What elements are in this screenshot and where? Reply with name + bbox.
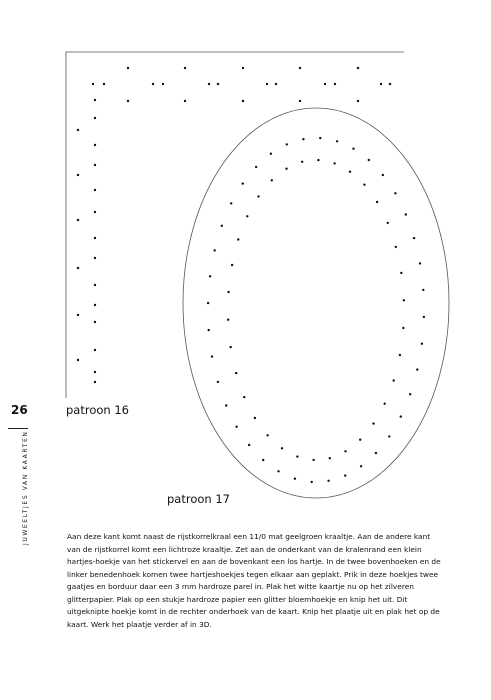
- pattern-17-dot: [270, 153, 272, 155]
- pattern-17-dot: [419, 262, 421, 264]
- pattern-17-dot: [409, 393, 411, 395]
- pattern-17-dot: [394, 192, 396, 194]
- pattern-16-dot: [94, 189, 96, 191]
- pattern-17-dot: [400, 415, 402, 417]
- pattern-16-dots: [77, 67, 391, 383]
- pattern-16-dot: [103, 83, 105, 85]
- instructions-paragraph: Aan deze kant komt naast de rijstkorrelkraal een 11/0 mat geelgroen kraaltje. Aan de andere kant van de rijstkorrel komt een lichtroze kraaltje. Zet aan de onderkant van de kralenrand een klein hartjes-hoekje van het stickervel en aan de bovenkant een los hartje. In de twee bovenhoeken en de linker benedenhoek komen twee hartjeshoekjes tegen elkaar aan geplakt. Prik in deze hoekjes twee gaatjes en borduur daar een 3 mm hardroze parel in. Plak het witte kaartje nu op het zilveren glitterpapier. Plak op een stukje hardroze papier een glitter bloemhoekje en knip het uit. Dit uitgeknipte hoekje komt in de rechter onderhoek van de kaart. Knip het plaatje uit en plak het op de kaart. Werk het plaatje verder af in 3D.: [67, 532, 441, 629]
- pattern-16-dot: [77, 314, 79, 316]
- pattern-16-dot: [334, 83, 336, 85]
- pattern-17-dot: [207, 302, 209, 304]
- pattern-16-dot: [94, 321, 96, 323]
- pattern-17-dot: [255, 166, 257, 168]
- pattern-17-dot: [217, 381, 219, 383]
- pattern-17-dot: [388, 435, 390, 437]
- pattern-17-dot: [363, 184, 365, 186]
- pattern-16-dot: [242, 67, 244, 69]
- pattern-17-dot: [246, 215, 248, 217]
- pattern-16-dot: [77, 267, 79, 269]
- pattern-17-dot: [281, 447, 283, 449]
- pattern-17-dot: [376, 201, 378, 203]
- pattern-16-dot: [92, 83, 94, 85]
- pattern-16-dot: [242, 100, 244, 102]
- pattern-16-dot: [275, 83, 277, 85]
- pattern-17-dot: [349, 171, 351, 173]
- pattern-17-dot: [344, 450, 346, 452]
- pattern-17-dot: [402, 327, 404, 329]
- pattern-17-dot: [209, 275, 211, 277]
- pattern-17-dot: [393, 379, 395, 381]
- pattern-17-dot: [302, 138, 304, 140]
- pattern-16-label: patroon 16: [66, 403, 129, 417]
- pattern-17-dot: [271, 179, 273, 181]
- pattern-16-dot: [266, 83, 268, 85]
- pattern-17-dot: [285, 168, 287, 170]
- pattern-17-dot: [413, 237, 415, 239]
- pattern-16-dot: [94, 237, 96, 239]
- pattern-17-dot: [329, 457, 331, 459]
- pattern-17-dot: [395, 246, 397, 248]
- pattern-17-dot: [312, 459, 314, 461]
- pattern-17-dot: [211, 355, 213, 357]
- pattern-16-dot: [94, 117, 96, 119]
- pattern-16-dot: [217, 83, 219, 85]
- pattern-16-dot: [324, 83, 326, 85]
- pattern-16-dot: [94, 371, 96, 373]
- pattern-17-dot: [382, 174, 384, 176]
- pattern-17-diagram: [183, 108, 449, 498]
- pattern-16-dot: [77, 129, 79, 131]
- pattern-16-dot: [127, 67, 129, 69]
- pattern-16-dot: [94, 164, 96, 166]
- pattern-16-dot: [299, 67, 301, 69]
- pattern-17-dot: [359, 439, 361, 441]
- page-number: 26: [11, 403, 28, 417]
- pattern-16-dot: [184, 100, 186, 102]
- pattern-17-dot: [422, 289, 424, 291]
- pattern-17-dot: [405, 213, 407, 215]
- pattern-16-dot: [127, 100, 129, 102]
- pattern-17-dot: [375, 452, 377, 454]
- pattern-17-oval-line: [183, 108, 449, 498]
- pattern-16-dot: [94, 144, 96, 146]
- pattern-17-dot: [225, 404, 227, 406]
- pattern-17-dot: [248, 444, 250, 446]
- pattern-17-dot: [416, 368, 418, 370]
- pattern-17-dot: [230, 346, 232, 348]
- pattern-17-dot: [221, 225, 223, 227]
- pattern-16-corner-line: [66, 52, 404, 398]
- pattern-16-dot: [208, 83, 210, 85]
- pattern-17-dot: [421, 343, 423, 345]
- pattern-16-dot: [94, 284, 96, 286]
- pattern-17-dot: [237, 238, 239, 240]
- pattern-16-dot: [152, 83, 154, 85]
- pattern-17-dot: [301, 161, 303, 163]
- pattern-17-dot: [319, 137, 321, 139]
- pattern-16-dot: [380, 83, 382, 85]
- pattern-17-dot: [360, 465, 362, 467]
- pattern-17-dot: [262, 459, 264, 461]
- pattern-17-dot: [230, 202, 232, 204]
- pattern-17-dot: [235, 372, 237, 374]
- pattern-17-dot: [214, 249, 216, 251]
- pattern-17-dot: [311, 481, 313, 483]
- pattern-16-diagram: [66, 52, 404, 398]
- pattern-16-dot: [94, 99, 96, 101]
- running-title: JUWEELTJES VAN KAARTEN: [22, 430, 29, 545]
- pattern-16-dot: [94, 304, 96, 306]
- pattern-17-dot: [336, 140, 338, 142]
- pattern-17-dot: [231, 264, 233, 266]
- pattern-16-dot: [299, 100, 301, 102]
- pattern-16-dot: [162, 83, 164, 85]
- pattern-16-dot: [184, 67, 186, 69]
- pattern-17-dot: [327, 480, 329, 482]
- pattern-16-dot: [389, 83, 391, 85]
- pattern-17-dot: [266, 434, 268, 436]
- pattern-17-dot: [344, 474, 346, 476]
- pattern-17-dot: [400, 272, 402, 274]
- pattern-17-dot: [372, 422, 374, 424]
- pattern-16-dot: [357, 100, 359, 102]
- pattern-16-dot: [77, 219, 79, 221]
- pattern-17-dot: [227, 319, 229, 321]
- pattern-16-dot: [94, 211, 96, 213]
- pattern-17-dot: [227, 291, 229, 293]
- pattern-17-dot: [277, 470, 279, 472]
- pattern-17-dot: [242, 182, 244, 184]
- pattern-17-dot: [384, 403, 386, 405]
- pattern-17-dot: [208, 329, 210, 331]
- pattern-17-dot: [317, 159, 319, 161]
- pattern-17-dot: [257, 195, 259, 197]
- pattern-16-dot: [94, 257, 96, 259]
- pattern-17-dot: [333, 162, 335, 164]
- pattern-17-dot: [423, 316, 425, 318]
- pattern-16-dot: [94, 349, 96, 351]
- pattern-17-dot: [399, 354, 401, 356]
- pattern-17-dot: [403, 299, 405, 301]
- pattern-17-dot: [243, 396, 245, 398]
- margin-rule: [8, 428, 28, 429]
- pattern-16-dot: [357, 67, 359, 69]
- pattern-17-dot: [235, 426, 237, 428]
- pattern-17-dot: [296, 455, 298, 457]
- pattern-16-dot: [94, 381, 96, 383]
- pattern-16-dot: [77, 174, 79, 176]
- pattern-17-dot: [294, 478, 296, 480]
- pattern-17-dot: [352, 148, 354, 150]
- pattern-17-label: patroon 17: [167, 492, 230, 506]
- pattern-16-dot: [77, 359, 79, 361]
- pattern-17-dot: [387, 222, 389, 224]
- pattern-17-dot: [254, 417, 256, 419]
- pattern-17-dot: [368, 159, 370, 161]
- pattern-17-dot: [286, 143, 288, 145]
- pattern-17-dots: [207, 137, 425, 483]
